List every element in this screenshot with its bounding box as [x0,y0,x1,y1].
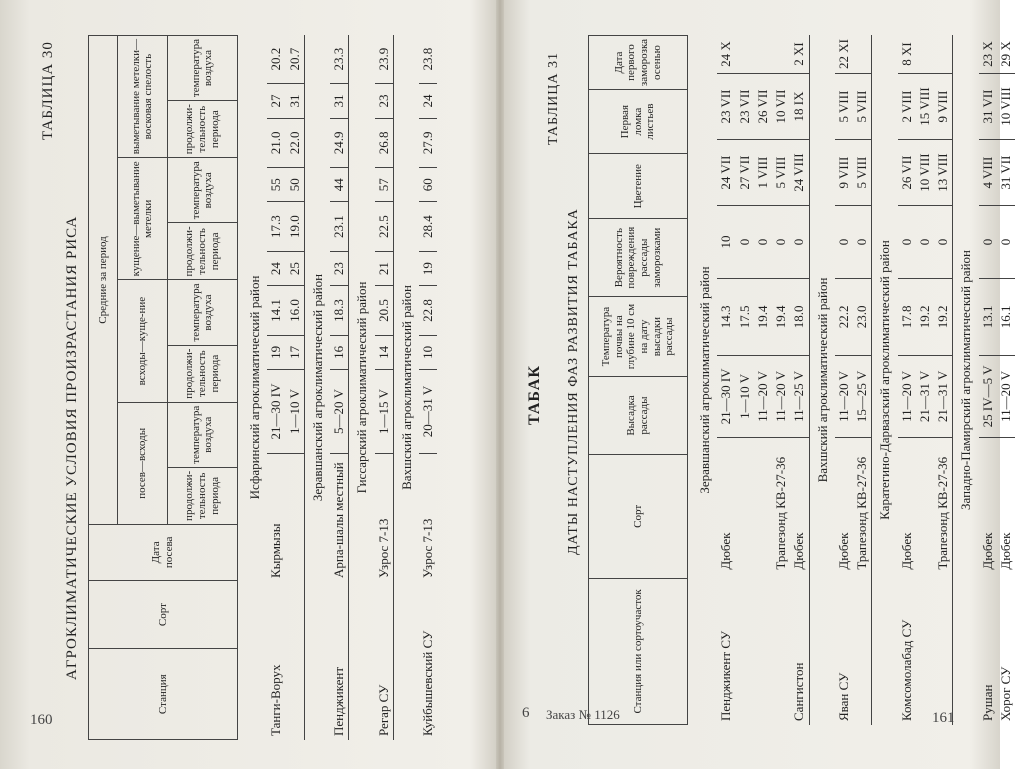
first-break-cell: 10 VIII [997,73,1015,139]
soil-temp-cell: 23.0 [853,279,872,356]
table-row [267,35,285,740]
probability-cell: 0 [853,206,872,279]
station-cell [853,574,872,725]
station-cell [736,574,754,725]
planting-date-cell: 21—31 V [916,355,934,437]
probability-cell: 0 [772,206,790,279]
value-cell: 23.1 [330,202,349,252]
sowing-date-cell: 21—30 IV [267,370,285,454]
soil-temp-cell: 18.0 [790,279,809,356]
table-row [375,35,394,740]
probability-cell: 0 [835,206,853,279]
left-page [0,0,496,769]
first-break-cell: 5 VIII [835,73,853,139]
flowering-cell: 10 VIII [916,140,934,206]
region-row [393,35,419,740]
flowering-cell: 27 VII [736,140,754,206]
col-soil-temp: Температура почвы на глубине 10 см на дату высадки рассады [589,297,688,377]
book-gutter [496,0,504,769]
left-rotated-content [40,25,480,740]
first-frost-cell: 8 XI [898,35,916,73]
probability-cell: 0 [934,206,953,279]
first-frost-cell [916,35,934,73]
first-frost-cell [736,35,754,73]
planting-date-cell: 1—10 V [736,355,754,437]
first-frost-cell: 22 XI [835,35,853,73]
col-period-2: всходы—куще-ние [117,280,167,402]
right-rotated-content [526,25,1013,725]
probability-cell: 0 [979,206,997,279]
sort-cell [916,438,934,574]
col-period-1: посев—всходы [117,402,167,524]
planting-date-cell: 11—20 V [997,355,1015,437]
planting-date-cell: 11—25 V [790,355,809,437]
sort-cell: Дюбек [997,532,1013,570]
sowing-date-cell: 5—20 V [330,370,349,454]
flowering-cell: 24 VII [717,140,735,206]
first-break-cell: 5 VIII [853,73,872,139]
table-30-header [88,35,238,740]
value-cell: 31 [286,84,305,118]
planting-date-cell: 21—30 IV [717,355,735,437]
station-cell [772,574,790,725]
col-sowing-date: Дата посева [89,524,238,580]
first-break-cell: 23 VII [717,73,735,139]
region-name: Вахшский агроклиматический район [393,35,419,740]
table-row [286,35,305,740]
table-30-label: ТАБЛИЦА 30 [40,41,56,140]
value-cell: 25 [286,251,305,285]
region-row [349,35,375,740]
first-frost-cell [772,35,790,73]
value-cell: 57 [375,168,394,202]
region-row [872,35,898,725]
value-cell: 20.2 [267,35,285,84]
col-station: Станция или сортоучасток [589,578,688,724]
first-break-cell: 23 VII [736,73,754,139]
soil-temp-cell: 22.2 [835,279,853,356]
col-sort: Сорт [589,454,688,578]
table-row [934,35,953,725]
flowering-cell: 9 VIII [835,140,853,206]
col-first-frost: Дата первого заморозка осенью [589,36,688,90]
value-cell: 21 [375,251,394,285]
region-name: Гиссарский агроклиматический район [349,35,375,740]
first-break-cell: 10 VII [772,73,790,139]
table-31-header [588,35,688,725]
table-row [916,35,934,725]
col-temp: температура воздуха [167,36,237,101]
page-number-right: 161 [932,710,955,726]
planting-date-cell: 11—20 V [772,355,790,437]
soil-temp-cell: 19.4 [772,279,790,356]
region-name: Исфаринский агроклиматический район [247,275,262,500]
station-cell [934,574,953,725]
col-first-break: Первая ломка листьев [589,90,688,154]
col-flowering: Цветение [589,154,688,219]
value-cell: 22.0 [286,118,305,168]
flowering-cell: 5 VIII [772,140,790,206]
col-period-3: кущение—выметывание метелки [117,158,167,280]
station-cell: Регар СУ [375,684,391,736]
first-frost-cell: 29 X [997,35,1015,73]
station-cell: Сангистон [791,662,807,721]
sowing-date-cell: 20—31 V [419,370,437,454]
region-row [692,35,717,725]
value-cell: 20.5 [375,286,394,336]
first-break-cell: 2 VIII [898,73,916,139]
value-cell: 17 [286,335,305,369]
probability-cell: 0 [790,206,809,279]
sort-cell [736,438,754,574]
soil-temp-cell: 17.8 [898,279,916,356]
col-probability: Вероятность повреждения рассады заморозками [589,219,688,297]
table-31-label: ТАБЛИЦА 31 [546,52,561,145]
first-frost-cell [754,35,772,73]
region-row [809,35,835,725]
table-row [790,35,809,725]
value-cell: 28.4 [419,202,437,252]
sort-cell: Дюбек [835,532,851,570]
print-order: Заказ № 1126 [546,707,620,722]
region-row [242,35,267,740]
flowering-cell: 4 VIII [979,140,997,206]
value-cell: 10 [419,335,437,369]
sort-cell: Арпа-шалы местный [331,462,346,578]
planting-date-cell: 25 IV—5 V [979,355,997,437]
soil-temp-cell: 19.2 [934,279,953,356]
sort-cell [754,438,772,574]
table-30-title: АГРОКЛИМАТИЧЕСКИЕ УСЛОВИЯ ПРОИЗРАСТАНИЯ РИСА [64,215,80,680]
value-cell: 18.3 [330,286,349,336]
value-cell: 50 [286,168,305,202]
region-name: Зеравшанский агроклиматический район [304,35,330,740]
flowering-cell: 13 VIII [934,140,953,206]
value-cell: 19.0 [286,202,305,252]
value-cell: 55 [267,168,285,202]
soil-temp-cell: 19.4 [754,279,772,356]
value-cell: 14 [375,335,394,369]
page-number-left: 160 [30,712,53,728]
first-break-cell: 31 VII [979,73,997,139]
col-sort: Сорт [89,580,238,649]
planting-date-cell: 15—25 V [853,355,872,437]
table-row [997,35,1015,725]
signature-mark: 6 [522,705,530,721]
region-row [953,35,979,725]
value-cell: 44 [330,168,349,202]
col-duration: продолжи-тельность периода [167,345,237,402]
table-31-title: ДАТЫ НАСТУПЛЕНИЯ ФАЗ РАЗВИТИЯ ТАБАКА [566,208,581,555]
value-cell: 31 [330,84,349,118]
value-cell: 16 [330,335,349,369]
value-cell: 22.8 [419,286,437,336]
station-cell [916,574,934,725]
sort-cell: Дюбек [898,532,914,570]
sort-cell: Трапезонд КВ-27-36 [935,456,950,570]
table-row [835,35,853,725]
station-cell: Рушан [979,684,995,721]
station-cell: Пенджикент [331,666,346,736]
value-cell: 20.7 [286,35,305,84]
value-cell: 23.8 [419,35,437,84]
value-cell: 24.9 [330,118,349,168]
sowing-date-cell: 1—15 V [375,370,394,454]
value-cell: 14.1 [267,286,285,336]
first-frost-cell [853,35,872,73]
station-cell: Хорог СУ [997,666,1013,721]
sort-cell: Трапезонд КВ-27-36 [773,456,788,570]
probability-cell: 0 [997,206,1015,279]
flowering-cell: 5 VIII [853,140,872,206]
value-cell: 26.8 [375,118,394,168]
value-cell: 24 [267,251,285,285]
table-row [853,35,872,725]
station-cell [754,574,772,725]
col-temp: температура воздуха [167,402,237,467]
station-cell: Куйбышевский СУ [420,630,435,736]
probability-cell: 10 [717,206,735,279]
value-cell: 23.9 [375,35,394,84]
table-row [898,35,916,725]
table-row [754,35,772,725]
col-planting: Высадка рассады [589,377,688,455]
station-cell: Пенджикент СУ [718,630,734,721]
station-cell: Яван СУ [835,672,851,721]
sort-cell: Дюбек [718,532,734,570]
station-cell: Танги-Ворух [268,664,284,736]
region-name: Зеравшанский агроклиматический район [697,266,712,494]
value-cell: 23 [330,251,349,285]
sort-cell [286,454,305,583]
station-cell: Комсомолабад СУ [898,619,914,721]
first-break-cell: 18 IX [790,73,809,139]
col-duration: продолжи-тельность периода [167,223,237,280]
probability-cell: 0 [898,206,916,279]
soil-temp-cell: 13.1 [979,279,997,356]
planting-date-cell: 11—20 V [754,355,772,437]
table-row [772,35,790,725]
col-station: Станция [89,649,238,740]
flowering-cell: 24 VIII [790,140,809,206]
region-name: Каратегино-Дарвазский агроклиматический район [872,35,898,725]
value-cell: 23 [375,84,394,118]
probability-cell: 0 [754,206,772,279]
first-break-cell: 15 VIII [916,73,934,139]
sort-cell: Узрос 7-13 [420,518,435,578]
value-cell: 27.9 [419,118,437,168]
value-cell: 24 [419,84,437,118]
planting-date-cell: 11—20 V [898,355,916,437]
table-row [419,35,437,740]
flowering-cell: 31 VII [997,140,1015,206]
col-duration: продолжи-тельность периода [167,101,237,158]
sort-cell: Трапезонд КВ-27-36 [854,456,869,570]
value-cell: 27 [267,84,285,118]
flowering-cell: 1 VIII [754,140,772,206]
first-frost-cell: 23 X [979,35,997,73]
first-break-cell: 26 VII [754,73,772,139]
sort-cell: Узрос 7-13 [375,518,391,578]
soil-temp-cell: 16.1 [997,279,1015,356]
flowering-cell: 26 VII [898,140,916,206]
region-name: Вахшский агроклиматический район [809,35,835,725]
planting-date-cell: 11—20 V [835,355,853,437]
sort-cell: Кырмызы [268,523,284,578]
station-cell [286,582,305,740]
first-frost-cell: 2 XI [790,35,809,73]
col-duration: продолжи-тельность периода [167,467,237,524]
table-row [717,35,735,725]
table-row [736,35,754,725]
first-frost-cell: 24 X [717,35,735,73]
right-page [504,0,1013,769]
soil-temp-cell: 14.3 [717,279,735,356]
col-means: Средние за период [89,36,118,525]
table-30-body [242,35,437,740]
soil-temp-cell: 17.5 [736,279,754,356]
col-temp: температура воздуха [167,158,237,223]
table-row [979,35,997,725]
value-cell: 60 [419,168,437,202]
value-cell: 16.0 [286,286,305,336]
value-cell: 17.3 [267,202,285,252]
col-temp: температура воздуха [167,280,237,345]
first-break-cell: 9 VIII [934,73,953,139]
section-title: ТАБАК [526,365,543,425]
table-row [330,35,349,740]
sort-cell: Дюбек [979,532,995,570]
region-row [304,35,330,740]
col-period-4: выметывание метелки—восковая спелость [117,36,167,158]
sort-cell: Дюбек [791,532,807,570]
value-cell: 22.5 [375,202,394,252]
value-cell: 19 [419,251,437,285]
planting-date-cell: 21—31 V [934,355,953,437]
probability-cell: 0 [736,206,754,279]
soil-temp-cell: 19.2 [916,279,934,356]
sowing-date-cell: 1—10 V [286,370,305,454]
value-cell: 19 [267,335,285,369]
value-cell: 23.3 [330,35,349,84]
value-cell: 21.0 [267,118,285,168]
table-31-body [692,35,1015,725]
region-name: Западно-Памирский агроклиматический район [953,35,979,725]
probability-cell: 0 [916,206,934,279]
first-frost-cell [934,35,953,73]
